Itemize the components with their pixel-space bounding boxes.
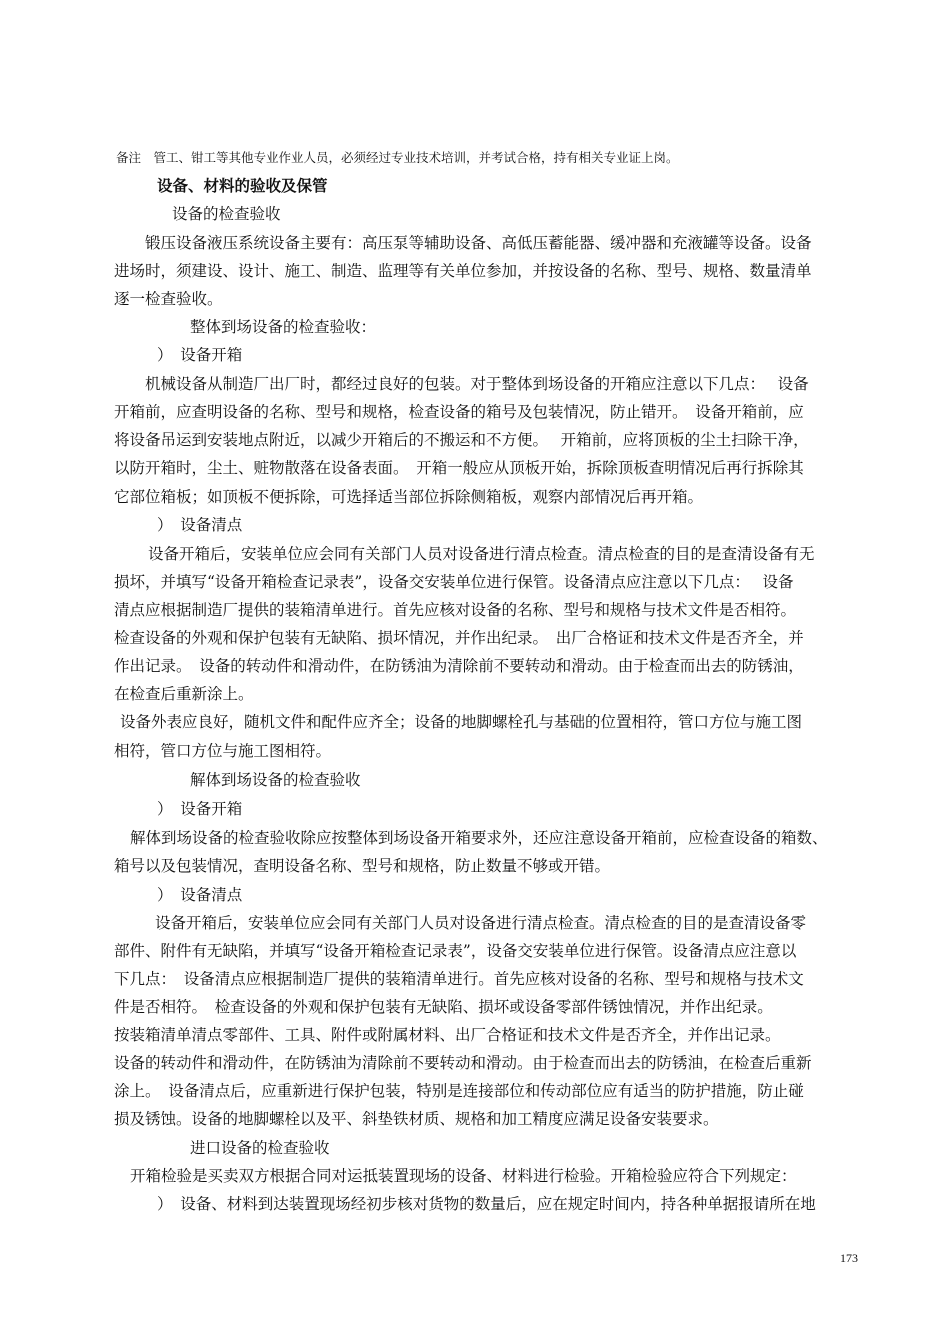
list-heading: ） 设备开箱 bbox=[157, 800, 243, 818]
paragraph-line: 将设备吊运到安装地点附近，以减少开箱后的不搬运和不方便。 开箱前，应将顶板的尘土扫除干净， bbox=[114, 431, 809, 449]
paragraph-line: 进场时，须建设、设计、施工、制造、监理等有关单位参加，并按设备的名称、型号、规格、数量清单 bbox=[114, 262, 812, 280]
paragraph-line: 设备的转动件和滑动件，在防锈油为清除前不要转动和滑动。由于检查而出去的防锈油，在检查后重新 bbox=[114, 1054, 812, 1072]
paragraph-line: 逐一检查验收。 bbox=[114, 290, 223, 308]
paragraph-line: 箱号以及包装情况，查明设备名称、型号和规格，防止数量不够或开错。 bbox=[114, 857, 611, 875]
paragraph-line: 损及锈蚀。设备的地脚螺栓以及平、斜垫铁材质、规格和加工精度应满足设备安装要求。 bbox=[114, 1110, 719, 1128]
paragraph-line: 件是否相符。 检查设备的外观和保护包装有无缺陷、损坏或设备零部件锈蚀情况，并作出纪录。 bbox=[114, 998, 773, 1016]
note-line: 备注 管工、钳工等其他专业作业人员，必须经过专业技术培训，并考试合格，持有相关专业证上岗。 bbox=[116, 150, 679, 165]
paragraph-line: 设备开箱后，安装单位应会同有关部门人员对设备进行清点检查。清点检查的目的是查清设备零 bbox=[155, 914, 807, 932]
paragraph-line: 作出记录。 设备的转动件和滑动件，在防锈油为清除前不要转动和滑动。由于检查而出去的防锈油， bbox=[114, 657, 804, 675]
page-number: 173 bbox=[840, 1251, 858, 1265]
subheading: 进口设备的检查验收 bbox=[190, 1139, 330, 1157]
paragraph-line: 按装箱清单清点零部件、工具、附件或附属材料、出厂合格证和技术文件是否齐全，并作出记录。 bbox=[114, 1026, 781, 1044]
paragraph-line: 机械设备从制造厂出厂时，都经过良好的包装。对于整体到场设备的开箱应注意以下几点： 设备 bbox=[145, 375, 809, 393]
subheading: 解体到场设备的检查验收 bbox=[190, 771, 361, 789]
paragraph-line: 它部位箱板；如顶板不便拆除，可选择适当部位拆除侧箱板，观察内部情况后再开箱。 bbox=[114, 488, 704, 506]
subheading: 整体到场设备的检查验收： bbox=[190, 318, 377, 336]
paragraph-line: 解体到场设备的检查验收除应按整体到场设备开箱要求外，还应注意设备开箱前，应检查设备的箱数、 bbox=[130, 829, 828, 847]
paragraph-line: 在检查后重新涂上。 bbox=[114, 685, 254, 703]
paragraph-line: 涂上。 设备清点后，应重新进行保护包装，特别是连接部位和传动部位应有适当的防护措施，防止碰 bbox=[114, 1082, 804, 1100]
paragraph-line: ） 设备、材料到达装置现场经初步核对货物的数量后，应在规定时间内，持各种单据报请所在地 bbox=[157, 1195, 816, 1213]
paragraph-line: 检查设备的外观和保护包装有无缺陷、损坏情况，并作出纪录。 出厂合格证和技术文件是否齐全，并 bbox=[114, 629, 804, 647]
list-heading: ） 设备清点 bbox=[157, 886, 243, 904]
paragraph-line: 设备开箱后，安装单位应会同有关部门人员对设备进行清点检查。清点检查的目的是查清设备有无 bbox=[148, 545, 815, 563]
list-heading: ） 设备清点 bbox=[157, 516, 243, 534]
subsection-heading: 设备的检查验收 bbox=[172, 205, 281, 223]
paragraph-line: 相符，管口方位与施工图相符。 bbox=[114, 742, 332, 760]
paragraph-line: 开箱前，应查明设备的名称、型号和规格，检查设备的箱号及包装情况，防止错开。 设备开箱前，应 bbox=[114, 403, 804, 421]
paragraph-line: 部件、附件有无缺陷，并填写“设备开箱检查记录表”，设备交安装单位进行保管。设备清点应注意以 bbox=[114, 942, 797, 960]
section-heading: 设备、材料的验收及保管 bbox=[157, 177, 328, 195]
paragraph-line: 锻压设备液压系统设备主要有：高压泵等辅助设备、高低压蓄能器、缓冲器和充液罐等设备。设备 bbox=[145, 234, 812, 252]
paragraph-line: 以防开箱时，尘土、赃物散落在设备表面。 开箱一般应从顶板开始，拆除顶板查明情况后再行拆除其 bbox=[114, 459, 804, 477]
paragraph-line: 损坏，并填写“设备开箱检查记录表”，设备交安装单位进行保管。设备清点应注意以下几点： 设备 bbox=[114, 573, 794, 591]
paragraph-line: 设备外表应良好，随机文件和配件应齐全；设备的地脚螺栓孔与基础的位置相符，管口方位与施工图 bbox=[120, 713, 803, 731]
list-heading: ） 设备开箱 bbox=[157, 346, 243, 364]
paragraph-line: 下几点： 设备清点应根据制造厂提供的装箱清单进行。首先应核对设备的名称、型号和规格与技术文 bbox=[114, 970, 804, 988]
paragraph-line: 开箱检验是买卖双方根据合同对运抵装置现场的设备、材料进行检验。开箱检验应符合下列规定： bbox=[130, 1167, 797, 1185]
paragraph-line: 清点应根据制造厂提供的装箱清单进行。首先应核对设备的名称、型号和规格与技术文件是否相符。 bbox=[114, 601, 797, 619]
